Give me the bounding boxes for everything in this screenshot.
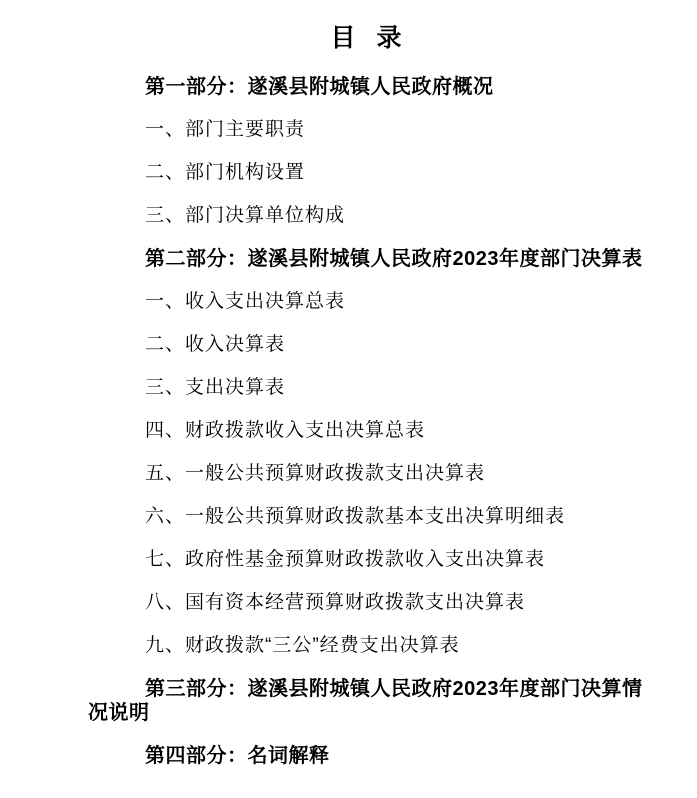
toc-item: 二、部门机构设置 [145,162,306,183]
toc-list [88,75,647,768]
page-title: 目 录 [330,24,403,52]
toc-item: 三、部门决算单位构成 [145,205,346,226]
toc-item: 八、国有资本经营预算财政拨款支出决算表 [145,592,526,613]
toc-section-heading: 第三部分：遂溪县附城镇人民政府2023年度部门决算情况说明 [88,678,643,724]
toc-item: 九、财政拨款“三公”经费支出决算表 [145,635,460,656]
toc-item: 一、收入支出决算总表 [145,291,346,312]
toc-item: 三、支出决算表 [145,377,286,398]
toc-item: 二、收入决算表 [145,334,286,355]
toc-item: 六、一般公共预算财政拨款基本支出决算明细表 [145,506,566,527]
toc-section-heading: 第一部分：遂溪县附城镇人民政府概况 [145,76,494,98]
toc-item: 七、政府性基金预算财政拨款收入支出决算表 [145,549,546,570]
toc-item: 一、部门主要职责 [145,119,306,140]
toc-item: 四、财政拨款收入支出决算总表 [145,420,426,441]
toc-item: 五、一般公共预算财政拨款支出决算表 [145,463,486,484]
toc-section-heading: 第二部分：遂溪县附城镇人民政府2023年度部门决算表 [145,248,643,270]
toc-section-heading: 第四部分：名词解释 [145,745,330,767]
